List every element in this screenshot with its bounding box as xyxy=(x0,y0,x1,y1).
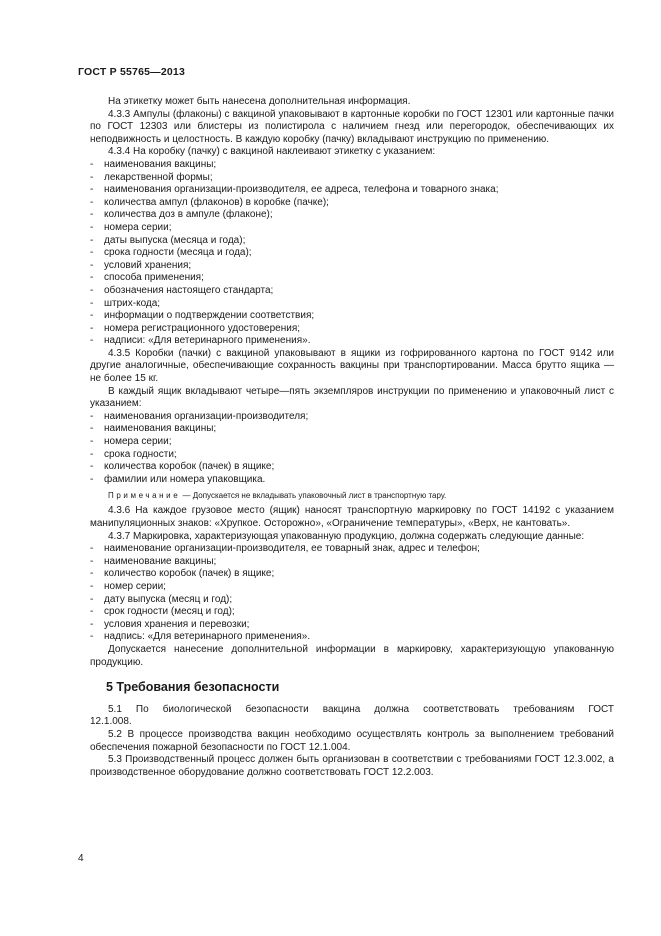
clause-5-1: 5.1 По биологической безопасности вакцина должна соответствовать требованиям ГОСТ 12.1.008. xyxy=(90,703,614,728)
list-item: - надпись: «Для ветеринарного применения». xyxy=(90,631,614,644)
list-item: - условий хранения; xyxy=(90,260,614,273)
note-label: Примечание xyxy=(108,491,181,501)
page-number: 4 xyxy=(78,853,84,864)
list-item: - наименования организации-производителя; xyxy=(90,411,614,424)
list-item: - наименования вакцины; xyxy=(90,159,614,172)
list-item: - срок годности (месяц и год); xyxy=(90,606,614,619)
list-item: - номера регистрационного удостоверения; xyxy=(90,323,614,336)
additional-info-paragraph: Допускается нанесение дополнительной информации в маркировку, характеризующую упакованную продукцию. xyxy=(90,643,614,668)
list-item: - дату выпуска (месяц и год); xyxy=(90,594,614,607)
list-item: - наименования организации-производителя, ее адреса, телефона и товарного знака; xyxy=(90,184,614,197)
list-item: - номера серии; xyxy=(90,436,614,449)
list-item: - срока годности (месяца и года); xyxy=(90,247,614,260)
clause-5-3: 5.3 Производственный процесс должен быть организован в соответствии с требованиями ГОСТ 12.3.002, а производственное оборудование должно соответствовать ГОСТ 12.2.003. xyxy=(90,754,614,778)
clause-5-2: 5.2 В процессе производства вакцин необходимо осуществлять контроль за выполнением требований обеспечения пожарной безопасности по ГОСТ 12.1.004. xyxy=(90,728,614,753)
list-item: - срока годности; xyxy=(90,449,614,462)
marking-data-list xyxy=(90,543,614,644)
list-item: - номера серии; xyxy=(90,222,614,235)
list-item: - способа применения; xyxy=(90,272,614,285)
clause-4-3-4: 4.3.4 На коробку (пачку) с вакциной наклеивают этикетку с указанием: xyxy=(108,146,436,158)
list-item: - количества ампул (флаконов) в коробке (пачке); xyxy=(90,197,614,210)
list-item: - обозначения настоящего стандарта; xyxy=(90,285,614,298)
list-item: - надписи: «Для ветеринарного применения». xyxy=(90,335,614,348)
label-requirements-list xyxy=(90,159,614,348)
list-item: - наименования вакцины; xyxy=(90,423,614,436)
clause-4-3-7: 4.3.7 Маркировка, характеризующая упакованную продукцию, должна содержать следующие данные: xyxy=(108,530,585,542)
section-5-title: 5 Требования безопасности xyxy=(106,680,280,695)
list-item: - штрих-кода; xyxy=(90,298,614,311)
box-contents-paragraph: В каждый ящик вкладывают четыре—пять экземпляров инструкции по применению и упаковочный лист с указанием: xyxy=(90,385,614,410)
list-item: - информации о подтверждении соответствия; xyxy=(90,310,614,323)
note-text: — Допускается не вкладывать упаковочный лист в транспортную тару. xyxy=(182,491,447,501)
intro-paragraph: На этикетку может быть нанесена дополнительная информация. xyxy=(108,96,411,107)
list-item: - номер серии; xyxy=(90,581,614,594)
list-item: - лекарственной формы; xyxy=(90,172,614,185)
list-item: - даты выпуска (месяца и года); xyxy=(90,235,614,248)
list-item: - условия хранения и перевозки; xyxy=(90,619,614,632)
list-item: - фамилии или номера упаковщика. xyxy=(90,474,614,487)
list-item: - количество коробок (пачек) в ящике; xyxy=(90,568,614,581)
list-item: - наименование вакцины; xyxy=(90,556,614,569)
list-item: - наименование организации-производителя, ее товарный знак, адрес и телефон; xyxy=(90,543,614,556)
clause-4-3-5: 4.3.5 Коробки (пачки) с вакциной упаковывают в ящики из гофрированного картона по ГОСТ 9142 или другие аналогичные, обеспечивающие сохранность вакцины при транспортировании. Масса брутто ящика — не более 15 кг. xyxy=(90,347,614,385)
page-content xyxy=(90,96,614,779)
standard-designation: ГОСТ Р 55765—2013 xyxy=(78,66,186,78)
clause-4-3-3: 4.3.3 Ампулы (флаконы) с вакциной упаковывают в картонные коробки по ГОСТ 12301 или картонные пачки по ГОСТ 12303 или блистеры из полистирола с наличием гнезд или перегородок, обеспечивающих их неподвижность и целостность. В каждую коробку (пачку) вкладывают инструкцию по применению. xyxy=(90,108,614,145)
list-item: - количества доз в ампуле (флаконе); xyxy=(90,209,614,222)
note xyxy=(90,490,614,501)
packing-list-items xyxy=(90,411,614,487)
list-item: - количества коробок (пачек) в ящике; xyxy=(90,461,614,474)
clause-4-3-6: 4.3.6 На каждое грузовое место (ящик) наносят транспортную маркировку по ГОСТ 14192 с указанием манипуляционных знаков: «Хрупкое. Осторожно», «Ограничение температуры», «Верх, не кантовать». xyxy=(90,505,614,529)
